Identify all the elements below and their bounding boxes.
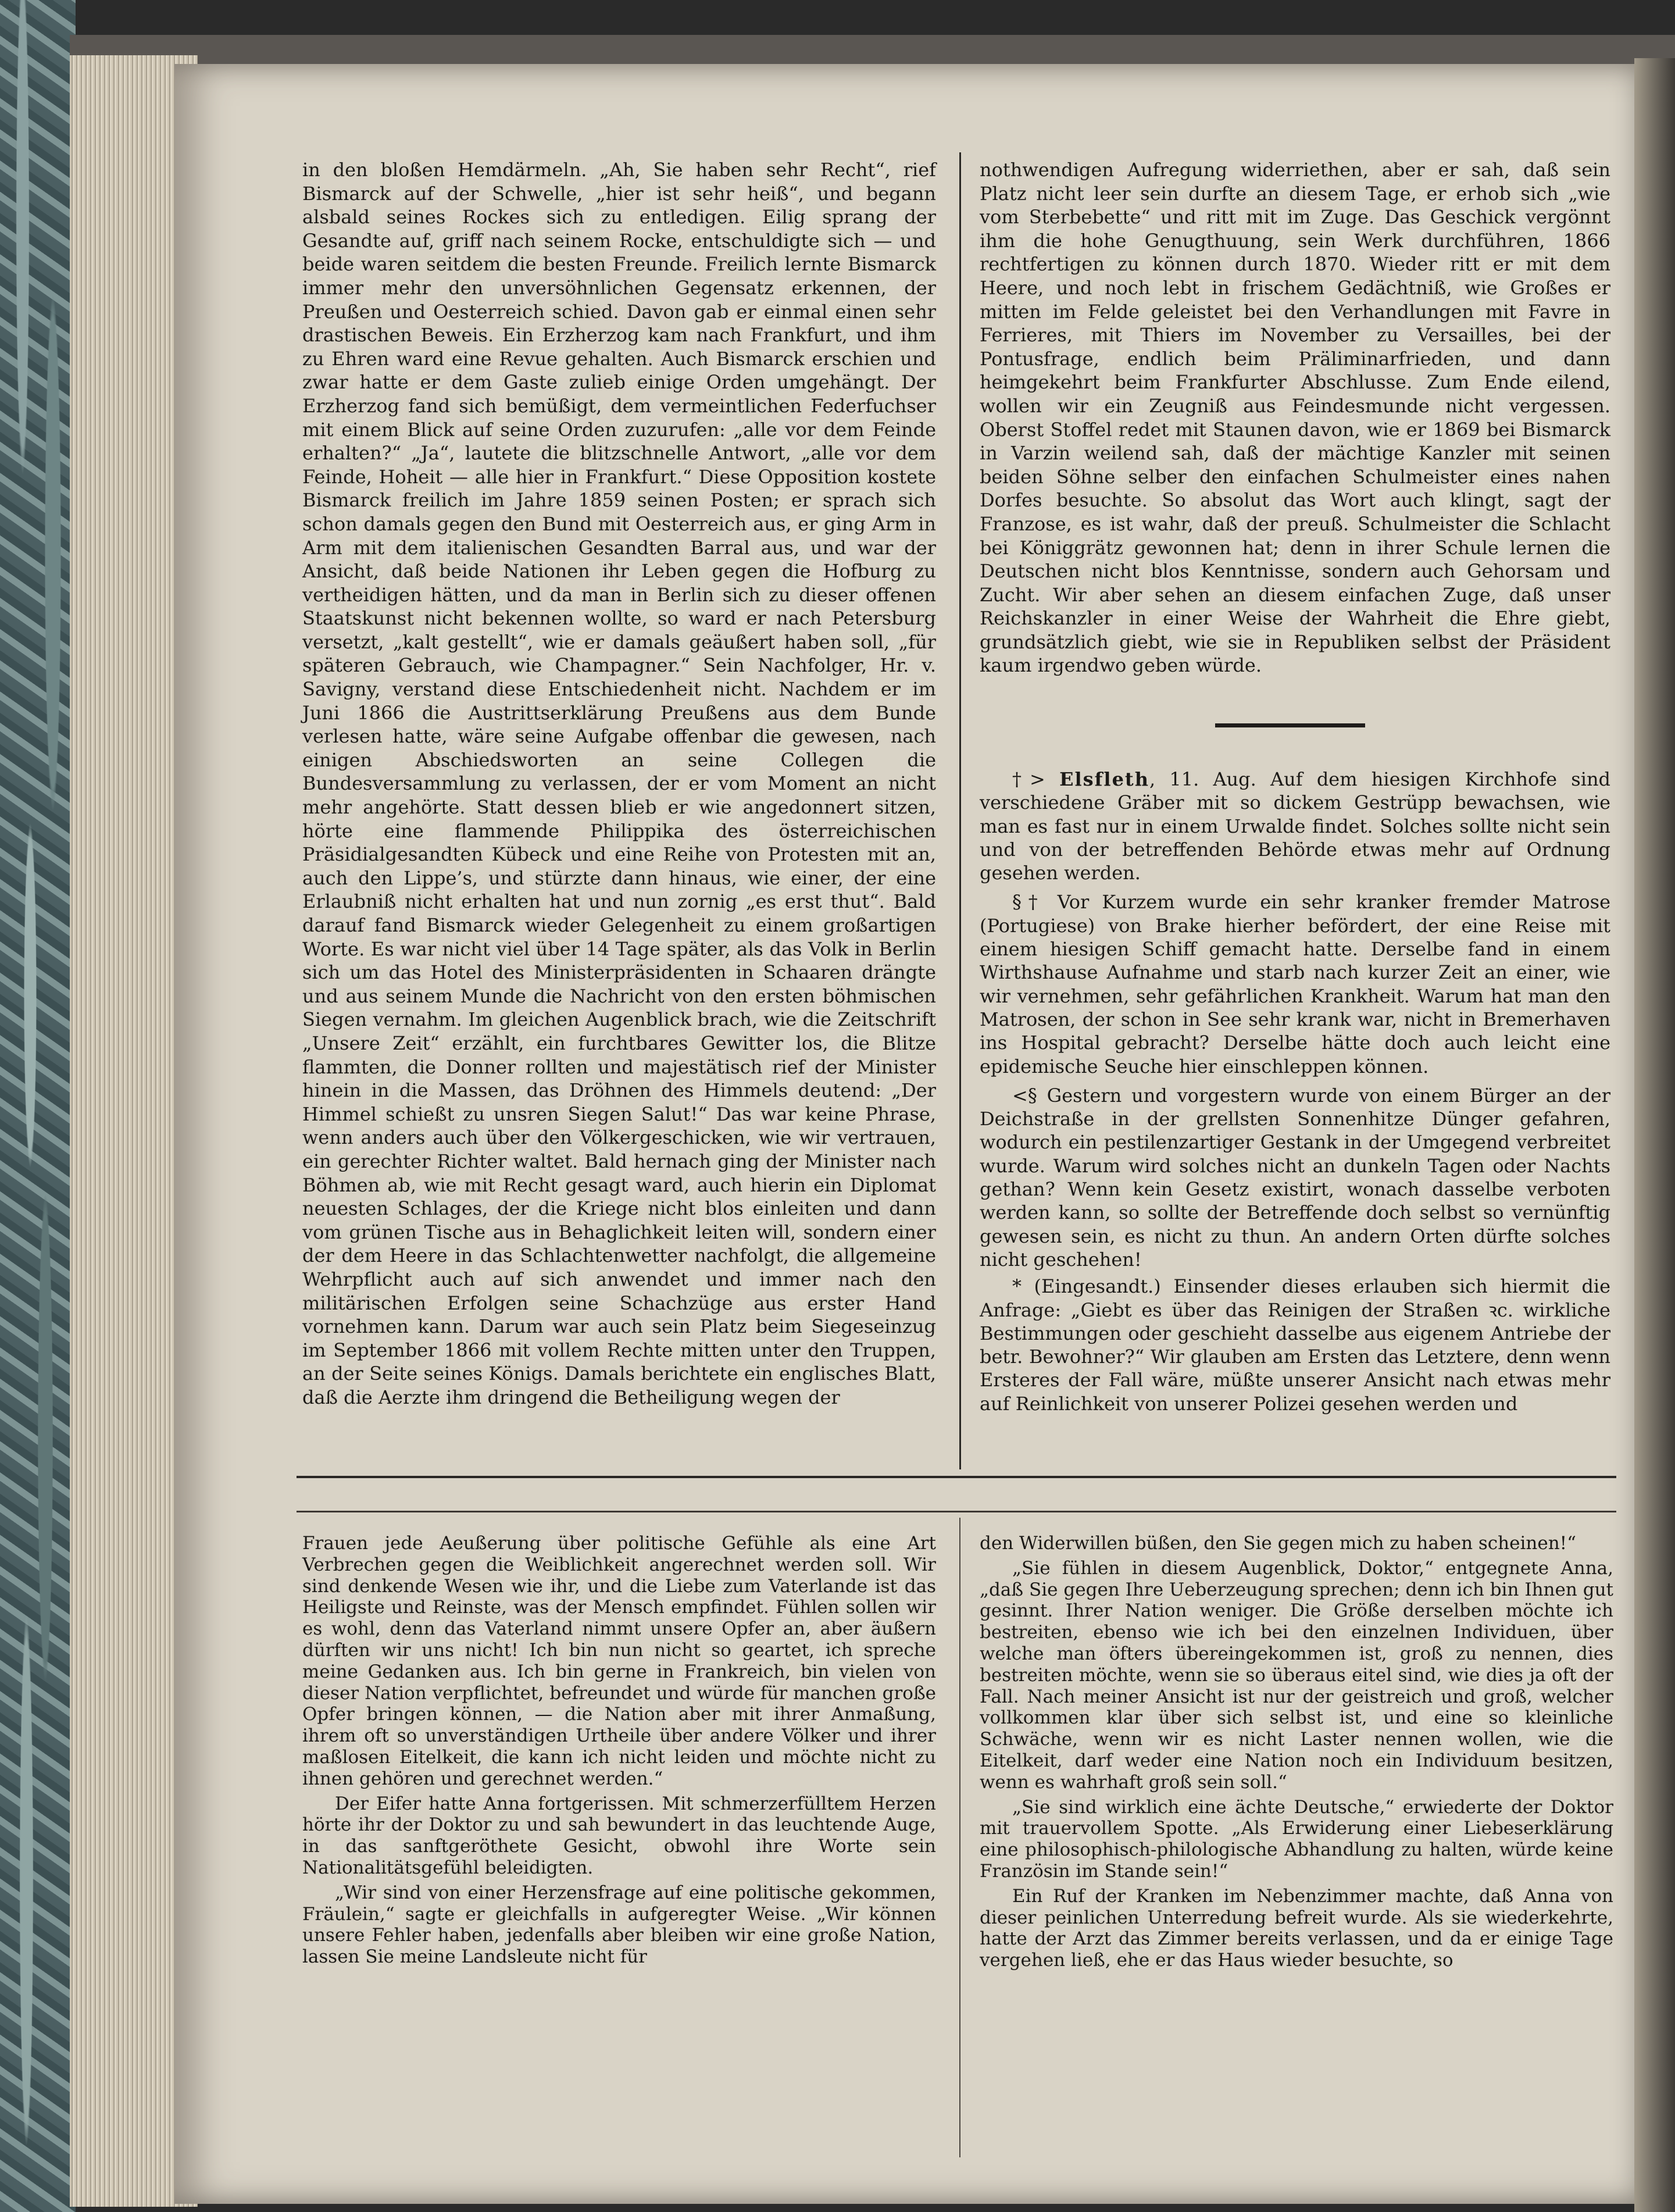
right-shadow xyxy=(1634,58,1675,2212)
story-paragraph-7: Ein Ruf der Kranken im Nebenzimmer machte, daß Anna von dieser peinlichen Unterredung befreit wurde. Als sie wiederkehrte, hatte der Arzt das Zimmer bereits verlassen, und da er einige Tage vergehen ließ, ehe er das Haus wieder besuchte, so xyxy=(980,1885,1613,1971)
news-elsfleth xyxy=(980,768,1610,884)
story-paragraph-6: „Sie sind wirklich eine ächte Deutsche,“ erwiederte der Doktor mit trauervollem Spotte. „Als Erwiderung einer Liebeserklärung eine philosophisch-philologische Abhandlung zu halten, würde keine Französin im Stande sein!“ xyxy=(980,1796,1613,1882)
horizontal-rule-bottom xyxy=(297,1511,1616,1512)
top-left-column xyxy=(302,158,936,1461)
section-separator xyxy=(1215,723,1365,727)
column-rule-bottom xyxy=(959,1518,960,2157)
story-paragraph-1: Frauen jede Aeußerung über politische Gefühle als eine Art Verbrechen gegen die Weiblichkeit angerechnet werden soll. Wir sind denkende Wesen wie ihr, und die Liebe zum Vaterlande ist das Heiligste und Reinste, was der Mensch empfindet. Fühlen sollen wir es wohl, denn das Vaterland nimmt unsere Opfer an, aber äußern dürften wir uns nicht! Ich bin nun nicht so geartet, ich spreche meine Gedanken aus. Ich bin gerne in Frankreich, bin vielen von dieser Nation verpflichtet, befreundet und würde für manchen große Opfer bringen können, — die Nation aber mit ihrer Anmaßung, ihrem oft so unverständigen Urtheile über andere Völker und ihrer maßlosen Eitelkeit, die kann ich nicht leiden und möchte nicht zu ihnen gehören und gerechnet werden.“ xyxy=(302,1533,936,1789)
news-duenger: <§ Gestern und vorgestern wurde von einem Bürger an der Deichstraße in der grellsten Sonnenhitze Dünger gefahren, wodurch ein pestilenzartiger Gestank in der Umgegend verbreitet wurde. Warum wird solches nicht an dunkeln Tagen oder Nachts gethan? Wenn kein Gesetz existirt, wonach dasselbe verboten werden kann, so sollte der Betreffende doch selbst so vernünftig gewesen sein, es nicht zu thun. An andern Orten dürfte solches nicht geschehen! xyxy=(980,1084,1610,1271)
news-marker: †> xyxy=(1012,768,1045,790)
story-paragraph-5: „Sie fühlen in diesem Augenblick, Doktor,“ entgegnete Anna, „daß Sie gegen Ihre Ueberzeugung sprechen; denn ich bin Ihnen gut gesinnt. Ihrer Nation weniger. Die Größe derselben möchte ich bestreiten, ebenso wie ich bei den einzelnen Individuen, über welche man öfters übereingekommen ist, groß zu nennen, dies bestreiten möchte, wenn sie so überaus eitel sind, wie dies ja oft der Fall. Nach meiner Ansicht ist nur der geistreich und groß, welcher vollkommen klar über sich selbst ist, und eine so kleinliche Schwäche, wenn wir es nicht Laster nennen wollen, wie die Eitelkeit, darf weder eine Nation noch ein Individuum besitzen, wenn es wahrhaft groß sein soll.“ xyxy=(980,1557,1613,1793)
marbled-cover xyxy=(0,0,76,2212)
news-eingesandt: * (Eingesandt.) Einsender dieses erlauben sich hiermit die Anfrage: „Giebt es über das Reinigen der Straßen ꝛc. wirkliche Bestimmungen oder geschieht dasselbe aus eigenem Antriebe der betr. Bewohner?“ Wir glauben am Ersten das Letztere, denn wenn Ersteres der Fall wäre, müßte unserer Ansicht nach etwas mehr auf Reinlichkeit von unserer Polizei gesehen werden und xyxy=(980,1275,1610,1415)
paragraph-bismarck-continued: nothwendigen Aufregung widerriethen, aber er sah, daß sein Platz nicht leer sein durfte an diesem Tage, er erhob sich „wie vom Sterbebette“ und ritt mit im Zuge. Das Geschick vergönnt ihm die hohe Genugthuung, sein Werk durchführen, 1866 rechtfertigen zu können durch 1870. Wieder ritt er mit dem Heere, und noch lebt in frischem Gedächtniß, wie Großes er mitten im Felde geleistet bei den Verhandlungen mit Favre in Ferrieres, mit Thiers im November zu Versailles, bei der Pontusfrage, endlich beim Präliminarfrieden, und dann heimgekehrt beim Frankfurter Abschlusse. Zum Ende eilend, wollen wir ein Zeugniß aus Feindesmunde nicht vergessen. Oberst Stoffel redet mit Staunen davon, wie er 1869 bei Bismarck in Varzin weilend sah, daß der mächtige Kanzler mit seinen beiden Söhne selber den einfachen Schulmeister eines nahen Dorfes besuchte. So absolut das Wort auch klingt, sagt der Franzose, es ist wahr, daß der preuß. Schulmeister die Schlacht bei Königgrätz gewonnen hat; denn in ihrer Schule lernen die Deutschen nicht blos Kenntnisse, sondern auch Gehorsam und Zucht. Wir aber sehen an diesem einfachen Zuge, daß unser Reichskanzler in einer Weise der Wahrheit die Ehre giebt, grundsätzlich giebt, wie sie in Republiken selbst der Präsident kaum irgendwo geben würde. xyxy=(980,159,1610,677)
bottom-right-column xyxy=(980,1533,1613,1975)
story-paragraph-4: den Widerwillen büßen, den Sie gegen mich zu haben scheinen!“ xyxy=(980,1533,1576,1554)
story-paragraph-2: Der Eifer hatte Anna fortgerissen. Mit schmerzerfülltem Herzen hörte ihr der Doktor zu und sah bewundert in das leuchtende Auge, in das sanftgeröthete Gesicht, obwohl ihre Worte sein Nationalitätsgefühl beleidigten. xyxy=(302,1793,936,1878)
column-rule-top xyxy=(959,152,961,1469)
local-news-column xyxy=(980,768,1610,1419)
paragraph-bismarck: in den bloßen Hemdärmeln. „Ah, Sie haben sehr Recht“, rief Bismarck auf der Schwelle, „hier ist sehr heiß“, und begann alsbald seines Rockes sich zu entledigen. Eilig sprang der Gesandte auf, griff nach seinem Rocke, entschuldigte sich — und beide waren seitdem die besten Freunde. Freilich lernte Bismarck immer mehr den unversöhnlichen Gegensatz erkennen, der Preußen und Oesterreich schied. Davon gab er einmal einen sehr drastischen Beweis. Ein Erzherzog kam nach Frankfurt, und ihm zu Ehren ward eine Revue gehalten. Auch Bismarck erschien und zwar hatte er dem Gaste zulieb einige Orden umgehängt. Der Erzherzog fand sich bemüßigt, dem vermeintlichen Federfuchser mit einem Blick auf seine Orden zuzurufen: „alle vor dem Feinde erhalten?“ „Ja“, lautete die blitzschnelle Antwort, „alle vor dem Feinde, Hoheit — alle hier in Frankfurt.“ Diese Opposition kostete Bismarck freilich im Jahre 1859 seinen Posten; er sprach sich schon damals gegen den Bund mit Oesterreich aus, er ging Arm in Arm mit dem italienischen Gesandten Barral aus, und war der Ansicht, daß beide Nationen ihr Leben gegen die Hofburg zu vertheidigen hätten, und da man in Berlin sich zu dieser offenen Staatskunst nicht bekennen wollte, so ward er nach Petersburg versetzt, „kalt gestellt“, wie er damals geäußert haben soll, „für späteren Gebrauch, wie Champagner.“ Sein Nachfolger, Hr. v. Savigny, verstand diese Entschiedenheit nicht. Nachdem er im Juni 1866 die Austrittserklärung Preußens aus dem Bunde verlesen hatte, wäre seine Aufgabe offenbar die gewesen, nach einigen Abschiedsworten an seine Collegen die Bundesversammlung zu verlassen, der er vom Moment an nicht mehr angehörte. Statt dessen blieb er wie angedonnert sitzen, hörte eine flammende Philippika des österreichischen Präsidialgesandten Kübeck und eine Reihe von Protesten mit an, auch den Lippe’s, und stürzte dann hinaus, wie einer, der eine Erlaubniß nicht erhalten hat und nun zornig „es erst thut“. Bald darauf fand Bismarck wieder Gelegenheit zu einem großartigen Worte. Es war nicht viel über 14 Tage später, als das Volk in Berlin sich um das Hotel des Ministerpräsidenten in Schaaren drängte und aus seinem Munde die Nachricht von den ersten böhmischen Siegen vernahm. Im gleichen Augenblick brach, wie die Zeitschrift „Unsere Zeit“ erzählt, ein furchtbares Gewitter los, die Blitze flammten, die Donner rollten und majestätisch rief der Minister hinein in die Massen, das Dröhnen des Himmels deutend: „Der Himmel schießt zu unsren Siegen Salut!“ Das war keine Phrase, wenn anders auch über den Völkergeschicken, wie wir vertrauen, ein gerechter Richter waltet. Bald hernach ging der Minister nach Böhmen ab, wie mit Recht gesagt ward, auch hierin ein Diplomat neuesten Schlages, der die Kriege nicht blos einleiten und dann vom grünen Tische aus in Behaglichkeit leiten will, sondern einer der dem Heere in das Schlachtenwetter nachfolgt, die allgemeine Wehrpflicht auch auf sich anwendet und immer nach den militärischen Erfolgen seine Schachzüge aus erster Hand vornehmen kann. Darum war auch sein Platz beim Siegeseinzug im September 1866 mit vollem Rechte mitten unter den Truppen, an der Seite seines Königs. Damals berichtete ein englisches Blatt, daß die Aerzte ihm dringend die Betheiligung wegen der xyxy=(302,159,936,1408)
top-right-column xyxy=(980,158,1610,681)
bottom-left-column xyxy=(302,1533,936,1971)
news-place: Elsfleth xyxy=(1059,768,1149,790)
horizontal-rule-top xyxy=(297,1476,1616,1478)
news-elsfleth-text: Auf dem hiesigen Kirchhofe sind verschiedene Gräber mit so dickem Gestrüpp bewachsen, wie man es fast nur in einem Urwalde findet. Solches sollte nicht sein und von der betreffenden Behörde etwas mehr auf Ordnung gesehen werden. xyxy=(980,768,1611,884)
news-matrose: §† Vor Kurzem wurde ein sehr kranker fremder Matrose (Portugiese) von Brake hierher befördert, der eine Reise mit einem hiesigen Schiff gemacht hatte. Derselbe fand in einem Wirthshause Aufnahme und starb nach kurzer Zeit an einer, wie wir vernehmen, sehr gefährlichen Krankheit. Warum hat man den Matrosen, der schon in See sehr krank war, nicht in Bremerhaven ins Hospital gebracht? Derselbe hätte doch auch leicht eine epidemische Seuche hier einschleppen können. xyxy=(980,891,1610,1078)
news-date: , 11. Aug. xyxy=(1149,768,1256,790)
story-paragraph-3: „Wir sind von einer Herzensfrage auf eine politische gekommen, Fräulein,“ sagte er gleichfalls in aufgeregter Weise. „Wir können unsere Fehler haben, jedenfalls aber bleiben wir eine große Nation, lassen Sie meine Landsleute nicht für xyxy=(302,1882,936,1968)
